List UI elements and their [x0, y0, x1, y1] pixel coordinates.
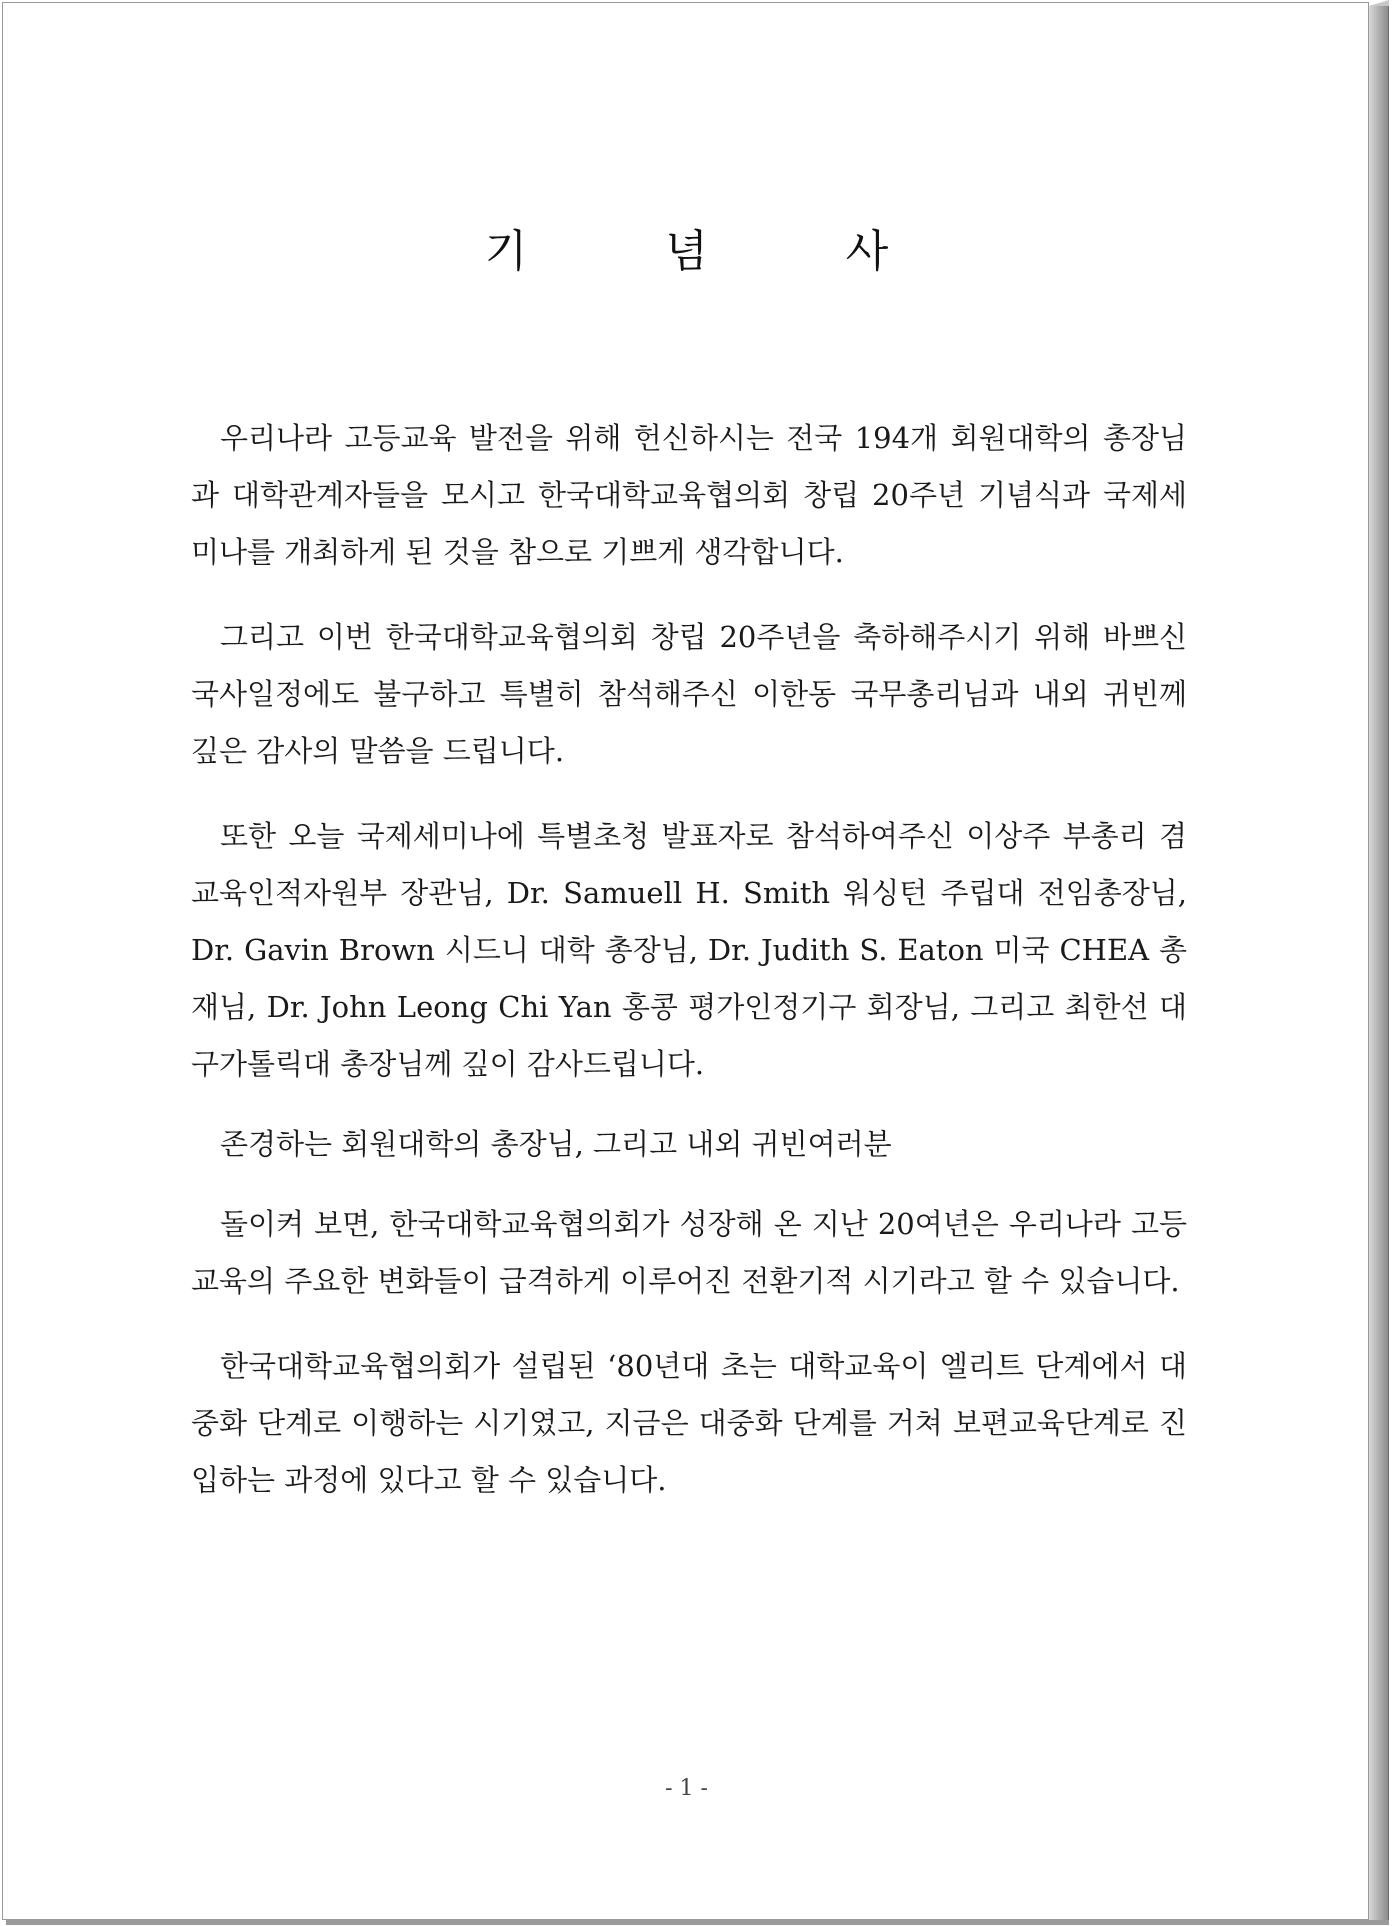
page-number: - 1 -: [665, 1776, 708, 1801]
paragraph-5: 돌이켜 보면, 한국대학교육협의회가 성장해 온 지난 20여년은 우리나라 고등교육의 주요한 변화들이 급격하게 이루어진 전환기적 시기라고 할 수 있습니다.: [191, 1207, 1187, 1298]
document-body: [191, 410, 1187, 1537]
paragraph-6: 한국대학교육협의회가 설립된 ‘80년대 초는 대학교육이 엘리트 단계에서 대중화 단계로 이행하는 시기였고, 지금은 대중화 단계를 거쳐 보편교육단계로 진입하는 과정에 있다고 할 수 있습니다.: [191, 1349, 1187, 1497]
paragraph-1: 우리나라 고등교육 발전을 위해 헌신하시는 전국 194개 회원대학의 총장님과 대학관계자들을 모시고 한국대학교육협의회 창립 20주년 기념식과 국제세미나를 개최하게 된 것을 참으로 기쁘게 생각합니다.: [191, 421, 1187, 569]
page-stack-edge: [1369, 6, 1389, 1920]
paragraph-3: 또한 오늘 국제세미나에 특별초청 발표자로 참석하여주신 이상주 부총리 겸 교육인적자원부 장관님, Dr. Samuell H. Smith 워싱턴 주립대 전임총장님, Dr. Gavin Brown 시드니 대학 총장님, Dr. Judith S. Eaton 미국 CHEA 총재님, Dr. John Leong Chi Yan 홍콩 평가인정기구 회장님, 그리고 최한선 대구가톨릭대 총장님께 깊이 감사드립니다.: [191, 819, 1187, 1081]
document-page: [2, 2, 1369, 1920]
paragraph-4: 존경하는 회원대학의 총장님, 그리고 내외 귀빈여러분: [220, 1127, 892, 1161]
paragraph-2: 그리고 이번 한국대학교육협의회 창립 20주년을 축하해주시기 위해 바쁘신 국사일정에도 불구하고 특별히 참석해주신 이한동 국무총리님과 내외 귀빈께 깊은 감사의 말씀을 드립니다.: [191, 620, 1187, 768]
page-title: 기 념 사: [484, 226, 951, 277]
page-shadow: [6, 1920, 1389, 1925]
